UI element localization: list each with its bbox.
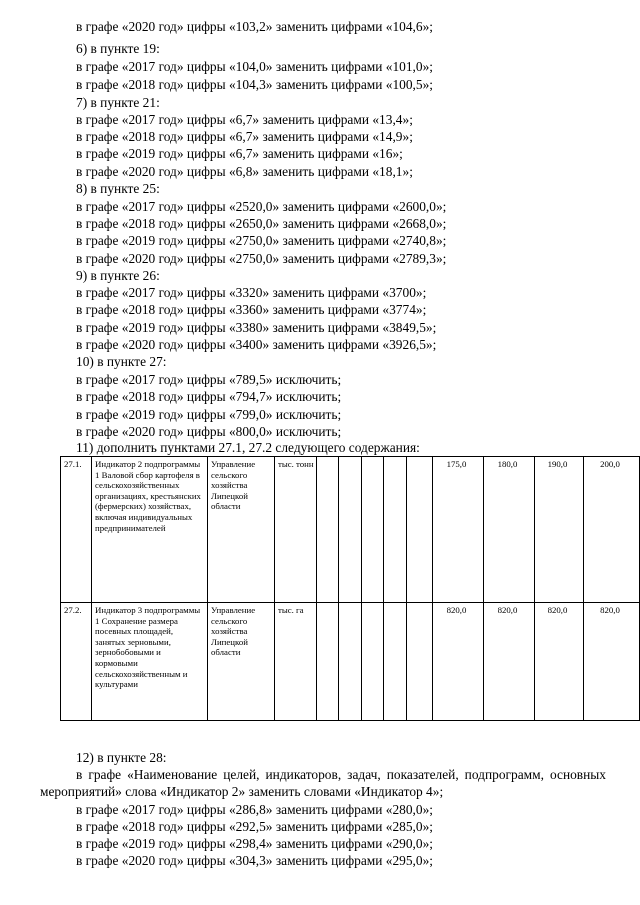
executor-cell: Управление сельского хозяйства Липецкой области	[208, 457, 275, 603]
item-heading: 10) в пункте 27:	[76, 354, 167, 369]
item-heading: 7) в пункте 21:	[76, 95, 160, 110]
item-heading: 12) в пункте 28:	[76, 750, 167, 765]
value-cell	[317, 603, 339, 721]
amendment-line: в графе «2018 год» цифры «292,5» заменить цифрами «285,0»;	[76, 819, 433, 834]
value-cell: 820,0	[584, 603, 640, 721]
value-cell: 820,0	[535, 603, 584, 721]
amendment-line: в графе «2017 год» цифры «789,5» исключить;	[76, 372, 342, 387]
value-cell	[339, 603, 362, 721]
executor-cell: Управление сельского хозяйства Липецкой области	[208, 603, 275, 721]
item-heading: 8) в пункте 25:	[76, 181, 160, 196]
amendment-line: в графе «2020 год» цифры «6,8» заменить цифрами «18,1»;	[76, 164, 413, 179]
value-cell	[362, 603, 384, 721]
item-heading: 9) в пункте 26:	[76, 268, 160, 283]
unit-cell: тыс. га	[275, 603, 317, 721]
amendment-line: в графе «2017 год» цифры «6,7» заменить цифрами «13,4»;	[76, 112, 413, 127]
amendment-line: в графе «2017 год» цифры «3320» заменить цифрами «3700»;	[76, 285, 427, 300]
value-cell	[384, 603, 407, 721]
amendment-line: в графе «2019 год» цифры «3380» заменить цифрами «3849,5»;	[76, 320, 437, 335]
unit-cell: тыс. тонн	[275, 457, 317, 603]
row-number: 27.2.	[61, 603, 92, 721]
value-cell: 200,0	[584, 457, 640, 603]
value-cell	[407, 603, 433, 721]
amendment-line: в графе «2020 год» цифры «2750,0» заменить цифрами «2789,3»;	[76, 251, 447, 266]
row-number: 27.1.	[61, 457, 92, 603]
indicator-name: Индикатор 2 подпрограммы 1 Валовой сбор картофеля в сельскохозяйственных организациях, крестьянских (фермерских) хозяйствах, включая индивидуальных предпринимателей	[92, 457, 208, 603]
amendment-line: в графе «2018 год» цифры «104,3» заменить цифрами «100,5»;	[76, 77, 433, 92]
amendment-line: в графе «2017 год» цифры «286,8» заменить цифрами «280,0»;	[76, 802, 433, 817]
amendment-line: в графе «2017 год» цифры «2520,0» заменить цифрами «2600,0»;	[76, 199, 447, 214]
amendment-line: в графе «2019 год» цифры «799,0» исключить;	[76, 407, 342, 422]
item-heading: 6) в пункте 19:	[76, 41, 160, 56]
value-cell: 820,0	[433, 603, 484, 721]
amendment-line: в графе «2019 год» цифры «6,7» заменить цифрами «16»;	[76, 146, 403, 161]
value-cell	[407, 457, 433, 603]
value-cell	[362, 457, 384, 603]
amendment-line: в графе «2018 год» цифры «2650,0» заменить цифрами «2668,0»;	[76, 216, 447, 231]
value-cell: 820,0	[484, 603, 535, 721]
amendment-line: в графе «2019 год» цифры «2750,0» заменить цифрами «2740,8»;	[76, 233, 447, 248]
amendment-paragraph: в графе «Наименование целей, индикаторов, задач, показателей, подпрограмм, основных мероприятий» слова «Индикатор 2» заменить словами «Индикатор 4»;	[40, 767, 606, 799]
amendment-line: в графе «2018 год» цифры «6,7» заменить цифрами «14,9»;	[76, 129, 413, 144]
amendment-line: в графе «2019 год» цифры «298,4» заменить цифрами «290,0»;	[76, 836, 433, 851]
amendment-line: в графе «2020 год» цифры «800,0» исключить;	[76, 424, 342, 439]
amendment-line: в графе «2020 год» цифры «304,3» заменить цифрами «295,0»;	[76, 853, 433, 868]
amendment-line: в графе «2020 год» цифры «3400» заменить цифрами «3926,5»;	[76, 337, 437, 352]
value-cell	[384, 457, 407, 603]
value-cell	[317, 457, 339, 603]
amendment-line: в графе «2018 год» цифры «3360» заменить цифрами «3774»;	[76, 302, 427, 317]
value-cell: 190,0	[535, 457, 584, 603]
item-heading: 11) дополнить пунктами 27.1, 27.2 следующего содержания:	[76, 440, 420, 455]
indicator-name: Индикатор 3 подпрограммы 1 Сохранение размера посевных площадей, занятых зерновыми, зернобобовыми и кормовыми сельскохозяйственным и культурами	[92, 603, 208, 721]
amendment-line: в графе «2020 год» цифры «103,2» заменить цифрами «104,6»;	[76, 19, 433, 34]
table-row	[61, 603, 640, 721]
table-row	[61, 457, 640, 603]
value-cell: 180,0	[484, 457, 535, 603]
amendment-line: в графе «2018 год» цифры «794,7» исключить;	[76, 389, 342, 404]
indicator-table	[60, 456, 640, 721]
amendment-line: в графе «2017 год» цифры «104,0» заменить цифрами «101,0»;	[76, 59, 433, 74]
value-cell	[339, 457, 362, 603]
value-cell: 175,0	[433, 457, 484, 603]
